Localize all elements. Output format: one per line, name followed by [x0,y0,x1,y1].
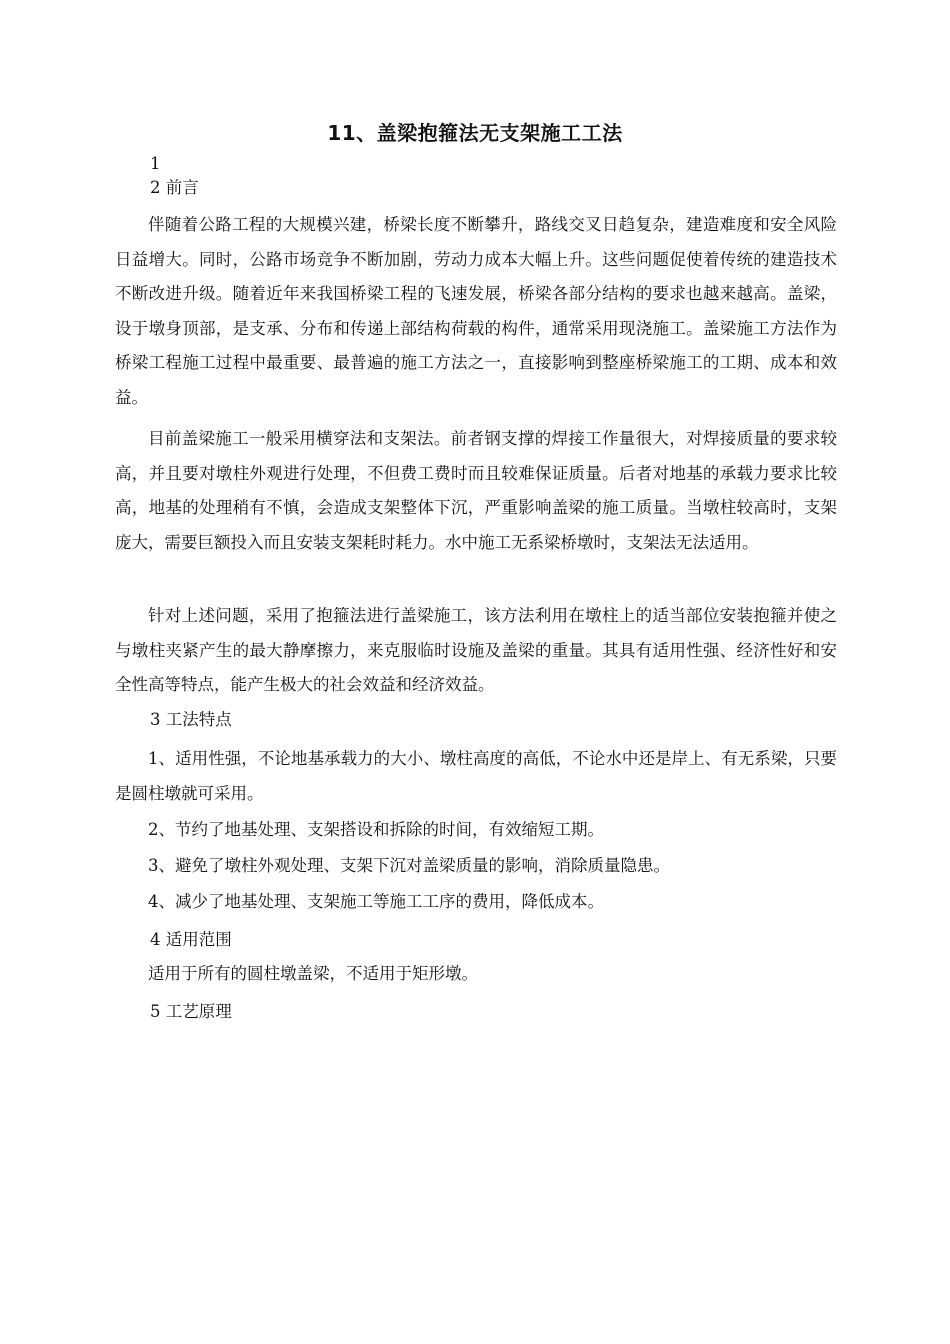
section-heading-preface: 2 前言 [150,178,199,197]
preface-paragraph-3: 针对上述问题，采用了抱箍法进行盖梁施工，该方法利用在墩柱上的适当部位安装抱箍并使之与墩柱夹紧产生的最大静摩擦力，来克服临时设施及盖梁的重量。其具有适用性强、经济性好和安全性高等特点，能产生极大的社会效益和经济效益。 [115,606,837,694]
feature-item-1: 1、适用性强，不论地基承载力的大小、墩柱高度的高低，不论水中还是岸上、有无系梁，只要是圆柱墩就可采用。 [115,749,837,803]
section-number-1: 1 [150,154,161,173]
scope-paragraph: 适用于所有的圆柱墩盖梁，不适用于矩形墩。 [148,964,478,983]
section-heading-principle: 5 工艺原理 [150,1002,232,1021]
feature-item-4: 4、减少了地基处理、支架施工等施工工序的费用，降低成本。 [148,892,604,911]
section-heading-features: 3 工法特点 [150,710,232,729]
feature-item-2: 2、节约了地基处理、支架搭设和拆除的时间，有效缩短工期。 [148,820,604,839]
preface-paragraph-2: 目前盖梁施工一般采用横穿法和支架法。前者钢支撑的焊接工作量很大，对焊接质量的要求较高，并且要对墩柱外观进行处理，不但费工费时而且较难保证质量。后者对地基的承载力要求比较高，地基的处理稍有不慎，会造成支架整体下沉，严重影响盖梁的施工质量。当墩柱较高时，支架庞大，需要巨额投入而且安装支架耗时耗力。水中施工无系梁桥墩时，支架法无法适用。 [115,429,837,552]
document-title: 11、盖梁抱箍法无支架施工工法 [327,121,623,145]
feature-item-3: 3、避免了墩柱外观处理、支架下沉对盖梁质量的影响，消除质量隐患。 [148,856,670,875]
section-heading-scope: 4 适用范围 [150,930,232,949]
preface-paragraph-1: 伴随着公路工程的大规模兴建，桥梁长度不断攀升，路线交叉日趋复杂，建造难度和安全风险日益增大。同时，公路市场竞争不断加剧，劳动力成本大幅上升。这些问题促使着传统的建造技术不断改进升级。随着近年来我国桥梁工程的飞速发展，桥梁各部分结构的要求也越来越高。盖梁，设于墩身顶部，是支承、分布和传递上部结构荷载的构件，通常采用现浇施工。盖梁施工方法作为桥梁工程施工过程中最重要、最普遍的施工方法之一，直接影响到整座桥梁施工的工期、成本和效益。 [115,215,837,407]
